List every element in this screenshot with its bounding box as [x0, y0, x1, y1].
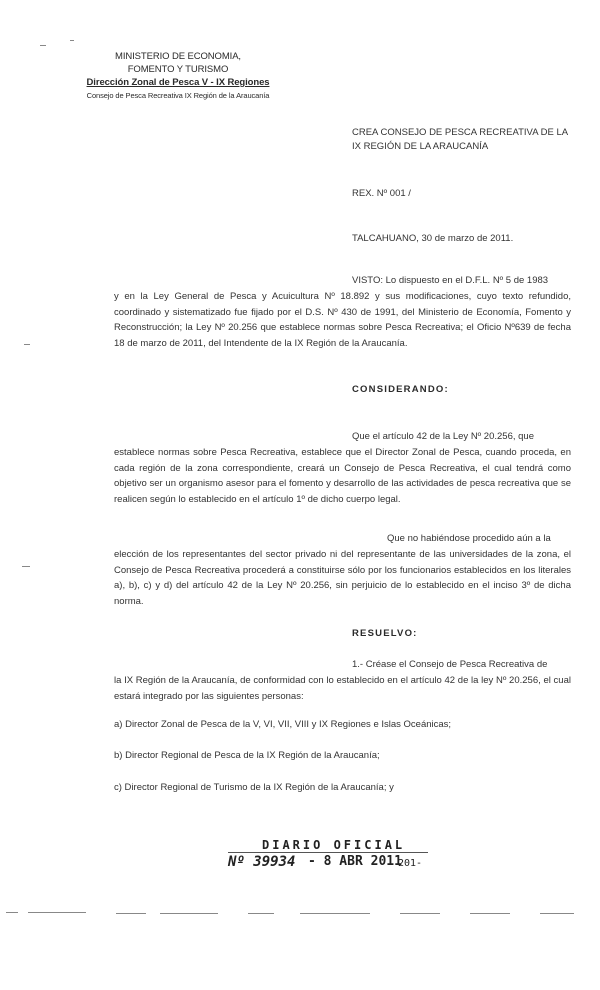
ministry-subname: FOMENTO Y TURISMO [127, 64, 229, 75]
scan-speck [248, 913, 274, 914]
place-date: TALCAHUANO, 30 de marzo de 2011. [352, 233, 514, 244]
scan-speck [24, 344, 30, 345]
council-name: Consejo de Pesca Recreativa IX Región de la Araucanía [86, 91, 270, 100]
considerando-paragraph-1: establece normas sobre Pesca Recreativa, establece que el Director Zonal de Pesca, cuando proceda, en cada región de la zona correspondiente, creará un Consejo de Pesca Recreativa, el cual tendrá como objetivo ser un organismo asesor para el fomento y desarrollo de las actividades de pesca recreativa que se realicen según lo establecido en el artículo 1º de dicho cuerpo legal. [114, 447, 571, 505]
stamp-date: - 8 ABR 2011 [308, 854, 402, 869]
scan-line [470, 913, 510, 914]
ministry-name: MINISTERIO DE ECONOMIA, [115, 51, 241, 62]
diario-oficial-stamp [228, 838, 428, 872]
scan-line [28, 912, 86, 913]
scan-speck [6, 912, 18, 913]
resolution-number: REX. Nº 001 / [352, 188, 411, 199]
visto-paragraph: y en la Ley General de Pesca y Acuicultura Nº 18.892 y sus modificaciones, cuyo texto refundido, coordinado y sistematizado fue fijado por el D.S. Nº 430 de 1991, del Ministerio de Economía, Fomento y Reconstrucción; la Ley Nº 20.256 que establece normas sobre Pesca Recreativa; el Oficio Nº639 de fecha 18 de marzo de 2011, del Intendente de la IX Región de la Araucanía. [114, 291, 571, 349]
scan-speck [22, 566, 30, 567]
considerando-heading: CONSIDERANDO: [352, 384, 449, 395]
list-item: c) Director Regional de Turismo de la IX Región de la Araucanía; y [114, 782, 394, 793]
considerando-paragraph-2: elección de los representantes del sector privado ni del representante de las universidades de la zona, el Consejo de Pesca Recreativa procederá a constituirse sólo por los funcionarios establecidos en los literales a), b), c) y d) del artículo 42 de la Ley Nº 20.256, sin perjuicio de lo establecido en el inciso 3º de dicha norma. [114, 549, 571, 607]
list-item: a) Director Zonal de Pesca de la V, VI, VII, VIII y IX Regiones e Islas Oceánicas; [114, 719, 452, 730]
title-line-2: IX REGIÓN DE LA ARAUCANÍA [352, 141, 489, 152]
visto-first-line: VISTO: Lo dispuesto en el D.F.L. Nº 5 de 1983 [352, 275, 549, 286]
resuelvo-p1-first-line: 1.- Créase el Consejo de Pesca Recreativa de [352, 659, 548, 670]
resuelvo-paragraph-1: la IX Región de la Araucanía, de conformidad con lo establecido en el artículo 42 de la ley Nº 20.256, el cual estará integrado por las siguientes personas: [114, 675, 571, 702]
stamp-number: Nº 39934 [228, 854, 296, 870]
considerando-p2-first-line: Que no habiéndose procedido aún a la [387, 533, 551, 544]
scan-speck [540, 913, 574, 914]
ministry-header [78, 50, 278, 102]
considerando-p1-first-line: Que el artículo 42 de la Ley Nº 20.256, que [352, 431, 534, 442]
scan-speck [70, 40, 74, 41]
document-title [352, 126, 572, 154]
scan-line [160, 913, 218, 914]
stamp-year: 201- [398, 858, 423, 869]
scan-speck [116, 913, 146, 914]
scan-speck [40, 45, 46, 46]
stamp-title: DIARIO OFICIAL [262, 838, 406, 852]
title-line-1: CREA CONSEJO DE PESCA RECREATIVA DE LA [352, 127, 569, 138]
resuelvo-heading: RESUELVO: [352, 628, 418, 639]
scan-speck [400, 913, 440, 914]
scan-line [300, 913, 370, 914]
directorate-name: Dirección Zonal de Pesca V - IX Regiones [86, 77, 270, 88]
list-item: b) Director Regional de Pesca de la IX Región de la Araucanía; [114, 750, 380, 761]
